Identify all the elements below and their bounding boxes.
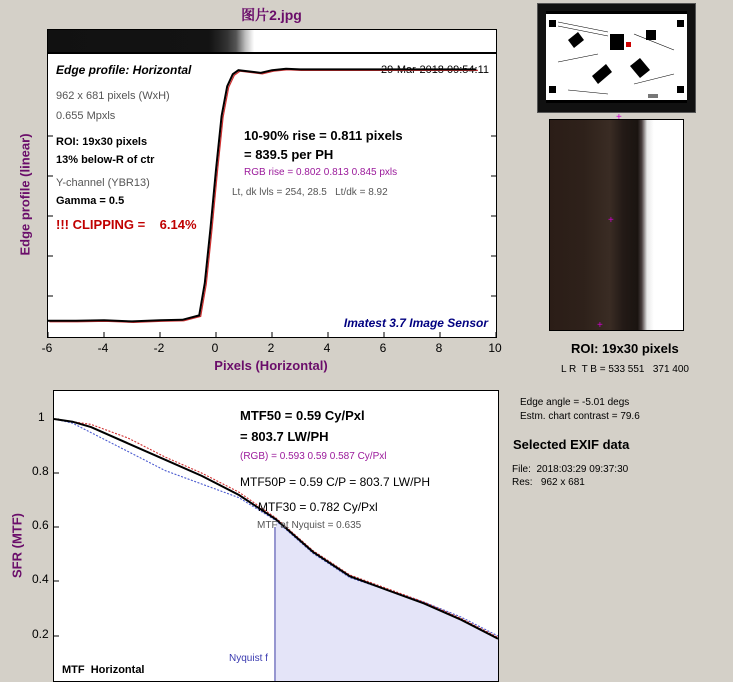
mtf-ytick-1: 1 [38,410,45,424]
roi-marker-top: + [616,112,622,123]
mtf-ytick-0.2: 0.2 [32,627,49,641]
test-chart-thumbnail [537,3,696,113]
light-dark-levels: Lt, dk lvls = 254, 28.5 Lt/dk = 8.92 [232,187,388,198]
exif-file: File: 2018:03:29 09:37:30 [512,464,629,475]
mtf30-value: MTF30 = 0.782 Cy/Pxl [258,500,378,514]
mtf50-rgb: (RGB) = 0.593 0.59 0.587 Cy/Pxl [240,451,387,462]
exif-title: Selected EXIF data [513,437,630,452]
edge-y-axis-label: Edge profile (linear) [17,133,33,256]
edge-xtick-label: 8 [435,341,443,355]
edge-profile-plot [48,54,496,337]
nyquist-label: Nyquist f [229,653,268,664]
mtf50-lwph: = 803.7 LW/PH [240,429,329,444]
megapixels: 0.655 Mpxls [56,110,116,122]
edge-x-axis-label: Pixels (Horizontal) [214,358,328,373]
edge-angle: Edge angle = -5.01 degs [520,397,630,408]
edge-xtick-label: -2 [153,341,165,355]
chart-contrast: Estm. chart contrast = 79.6 [520,411,640,422]
edge-xtick-label: 6 [379,341,387,355]
mtf-ytick-0.8: 0.8 [32,464,49,478]
mtf-area-fill [276,519,498,681]
mtf50-value: MTF50 = 0.59 Cy/Pxl [240,408,365,423]
edge-panel-header: Edge profile: Horizontal [56,63,192,77]
mtf50p-value: MTF50P = 0.59 C/P = 803.7 LW/PH [240,475,431,489]
mtf-ytick-0.6: 0.6 [32,518,49,532]
edge-profile-panel [47,53,497,338]
edge-xtick-label: 2 [267,341,275,355]
rise-value: 10-90% rise = 0.811 pixels [244,128,403,143]
roi-marker-mid: + [608,215,614,226]
rise-per-ph: = 839.5 per PH [244,147,334,162]
mtf-panel [53,390,499,682]
roi-marker-bottom: + [597,320,603,331]
gamma-label: Gamma = 0.5 [56,195,125,207]
imatest-watermark: Imatest 3.7 Image Sensor [343,316,488,330]
roi-size: ROI: 19x30 pixels [56,136,148,148]
channel-label: Y-channel (YBR13) [56,177,150,189]
side-roi-coords: L R T B = 533 551 371 400 [561,364,689,375]
image-dimensions: 962 x 681 pixels (WxH) [56,90,170,102]
side-roi-size: ROI: 19x30 pixels [571,341,679,356]
edge-panel-timestamp: 29-Mar-2018 09:54:11 [380,64,489,76]
exif-res: Res: 962 x 681 [512,477,585,488]
roi-crop-image [549,112,684,331]
mtf-bottom-label: MTF Horizontal [62,664,145,676]
roi-position: 13% below-R of ctr [56,154,155,166]
edge-xtick-label: -6 [41,341,53,355]
edge-yticks [48,136,496,296]
edge-image-strip [47,29,497,53]
mtf-yticks [54,419,59,636]
rgb-rise: RGB rise = 0.802 0.813 0.845 pxls [244,167,398,178]
edge-xtick-label: 10 [488,341,502,355]
edge-xtick-label: 0 [211,341,219,355]
clipping-warning: !!! CLIPPING = 6.14% [56,217,197,232]
edge-xticks [48,332,496,337]
test-chart-image [538,4,695,112]
edge-series-red [50,70,478,323]
edge-xtick-label: 4 [323,341,331,355]
edge-series-luminance [48,69,476,322]
edge-xtick-label: -4 [97,341,109,355]
window-title: 图片2.jpg [241,7,302,23]
mtf-ytick-0.4: 0.4 [32,572,49,586]
mtf-nyquist-value: MTF at Nyquist = 0.635 [257,520,362,531]
mtf-y-axis-label: SFR (MTF) [9,513,25,578]
